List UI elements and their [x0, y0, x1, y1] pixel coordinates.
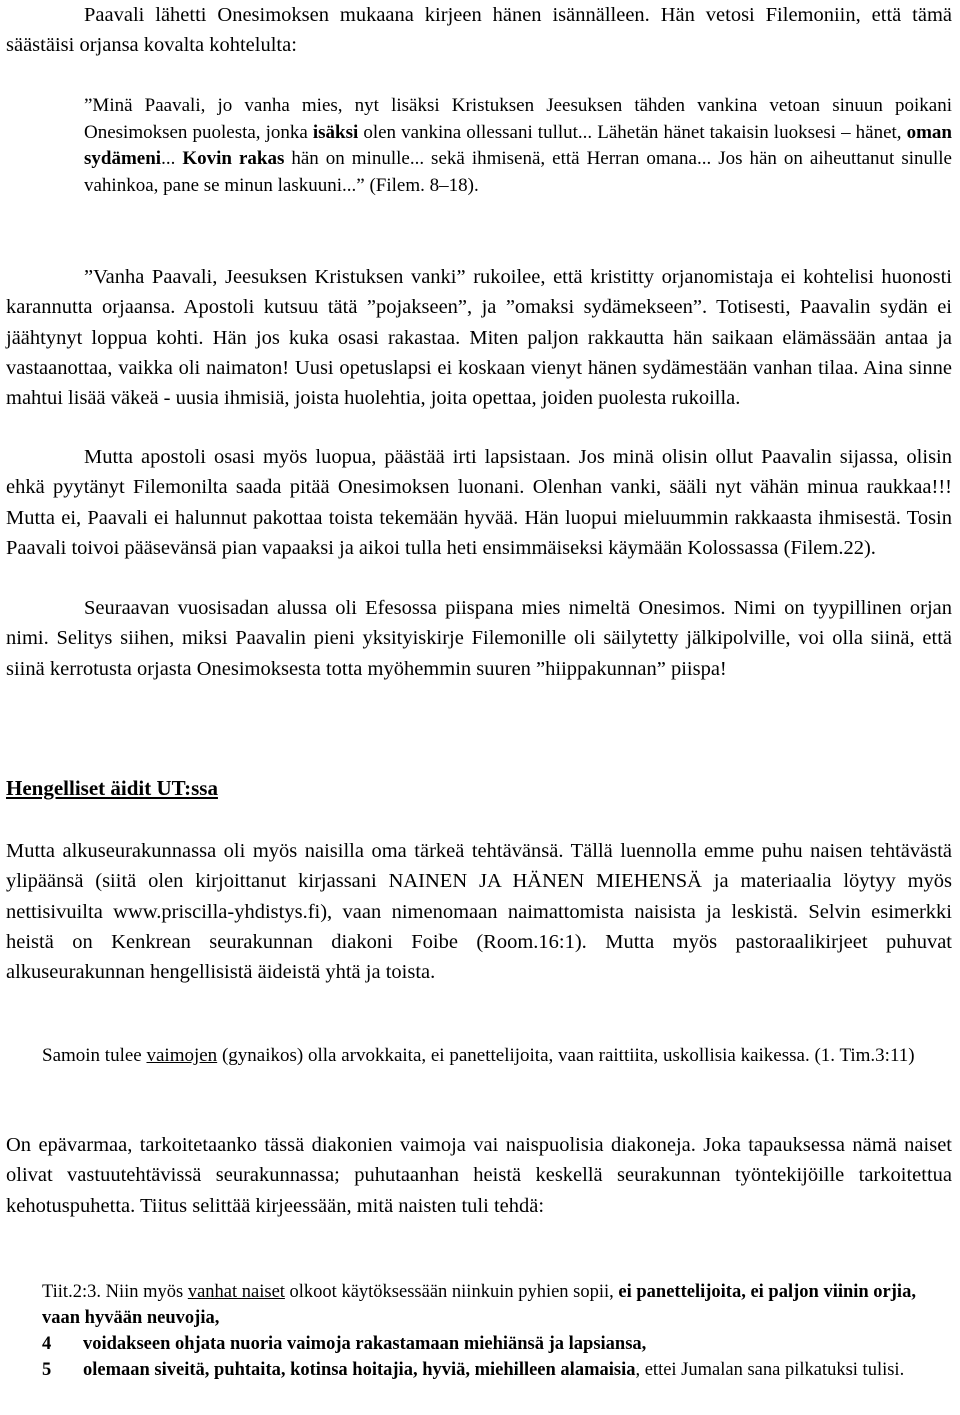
paragraph-bishop-onesimos: Seuraavan vuosisadan alussa oli Efesossa piispana mies nimeltä Onesimos. Nimi on tyypillinen orjan nimi. Selitys siihen, miksi Paavalin pieni yksityiskirje Filemonille oli säilytetty jälkipolville, voi olla siinä, että siinä kerrotusta orjasta Onesimoksesta totta myöhemmin suuren ”hiippakunnan” piispa! — [6, 597, 952, 680]
titus-verse-4-text: voidakseen ohjata nuoria vaimoja rakastamaan miehiänsä ja lapsiansa, — [83, 1334, 647, 1354]
paragraph-old-paul: ”Vanha Paavali, Jeesuksen Kristuksen vanki” rukoilee, että kristitty orjanomistaja ei kohtelisi huonosti karannutta orjaansa. Apostoli kutsuu tätä ”pojakseen”, ja ”omaksi sydämekseen”. Totisesti, Paavalin sydän ei jäähtynyt loppua kohti. Hän jos kuka osasi rakastaa. Miten paljon rakkautta hän saikaan elämässään antaa ja vastaanottaa, vaikka oli naimaton! Uusi opetuslapsi ei koskaan vienyt hänen sydämestään vanhan tilaa. Aina sinne mahtui lisää väkeä - uusia ihmisiä, joista huolehtia, joita opettaa, joiden puolesta rukoilla. — [6, 266, 952, 410]
titus-verse-3-bold: ei panettelijoita, ei paljon viinin orjia, vaan hyvään neuvojia, — [42, 1282, 916, 1328]
titus-verse-4 — [42, 1331, 952, 1357]
titus-verse-5-bold: olemaan siveitä, puhtaita, kotinsa hoitajia, hyviä, miehilleen alamaisia — [83, 1360, 636, 1380]
titus-underlined-old-women: vanhat naiset — [187, 1282, 285, 1302]
quote-philemon-bold-heart: oman sydämeni — [84, 121, 953, 169]
quote-timothy-underlined-wives: vaimojen — [146, 1045, 218, 1066]
titus-verse-number-4: 4 — [42, 1334, 52, 1354]
quote-philemon-part2: olen vankina ollessani tullut... Lähetän hänet takaisin luoksesi – hänet, — [358, 121, 907, 143]
titus-verse-3-part1: Niin myös — [100, 1282, 188, 1302]
quote-philemon — [84, 93, 952, 199]
quote-timothy-part2: (gynaikos) olla arvokkaita, ei panettelijoita, vaan raittiita, uskollisia kaikessa. (1. Tim.3:11) — [217, 1045, 915, 1066]
quote-philemon-bold-dear: Kovin rakas — [182, 148, 285, 169]
titus-verse-5 — [42, 1357, 952, 1383]
quote-philemon-part4: hän on minulle... sekä ihmisenä, että Herran omana... Jos hän on aiheuttanut sinulle vahinkoa, pane se minun laskuuni...” (Filem. 8–18). — [84, 148, 952, 196]
quote-timothy-part1: Samoin tulee — [42, 1045, 147, 1066]
paragraph-women-role: Mutta alkuseurakunnassa oli myös naisilla oma tärkeä tehtävänsä. Tällä luennolla emme puhu naisen tehtävästä ylipäänsä (siitä olen kirjoittanut kirjassani NAINEN JA HÄNEN MIEHENSÄ ja materiaalia löytyy myös nettisivuilta www.priscilla-yhdistys.fi), vaan nimenomaan naimattomista naisista ja leskistä. Selvin esimerkki heistä on Kenkrean seurakunnan diakoni Foibe (Room.16:1). Mutta myös pastoraalikirjeet puhuvat alkuseurakunnan hengellisistä äideistä yhtä ja toista. — [6, 840, 952, 984]
titus-verse-3 — [42, 1279, 952, 1331]
quote-philemon-part3: ... — [161, 148, 183, 169]
quote-timothy — [42, 1042, 942, 1069]
titus-verse-number-5: 5 — [42, 1360, 52, 1380]
quote-philemon-bold-father: isäksi — [312, 121, 359, 143]
paragraph-letting-go: Mutta apostoli osasi myös luopua, päästää irti lapsistaan. Jos minä olisin ollut Paavalin sijassa, olisin ehkä pyytänyt Filemonilta saada pitää Onesimoksen luonani. Olenhan vanki, sääli nyt vähän minua raukkaa!!! Mutta ei, Paavali ei halunnut pakottaa toista tekemään hyvää. Hän luopui mieluummin rakkaasta ihmisestä. Tosin Paavali toivoi pääsevänsä pian vapaaksi ja aikoi tulla heti ensimmäiseksi käymään Kolossassa (Filem.22). — [6, 446, 952, 559]
titus-verse-3-part2: olkoot käytöksessään niinkuin pyhien sopii, — [284, 1282, 619, 1302]
titus-reference: Tiit.2:3. — [42, 1282, 101, 1302]
section-heading: Hengelliset äidit UT:ssa — [6, 776, 218, 800]
paragraph-deacons-wives: On epävarmaa, tarkoitetaanko tässä diakonien vaimoja vai naispuolisia diakoneja. Joka tapauksessa nämä naiset olivat vastuutehtävissä seurakunnassa; puhutaanhan heistä keskellä seurakunnan työntekijöille tarkoitettua kehotuspuhetta. Tiitus selittää kirjeessään, mitä naisten tuli tehdä: — [6, 1134, 952, 1217]
titus-quote — [42, 1279, 952, 1383]
quote-philemon-part1: ”Minä Paavali, jo vanha mies, nyt lisäksi Kristuksen Jeesuksen tähden vankina vetoan sinuun poikani Onesimoksen puolesta, jonka — [84, 95, 952, 143]
titus-verse-5-rest: , ettei Jumalan sana pilkatuksi tulisi. — [635, 1360, 905, 1380]
paragraph-onesimus-letter: Paavali lähetti Onesimoksen mukaana kirjeen hänen isännälleen. Hän vetosi Filemoniin, että tämä säästäisi orjansa kovalta kohtelulta: — [6, 4, 952, 57]
